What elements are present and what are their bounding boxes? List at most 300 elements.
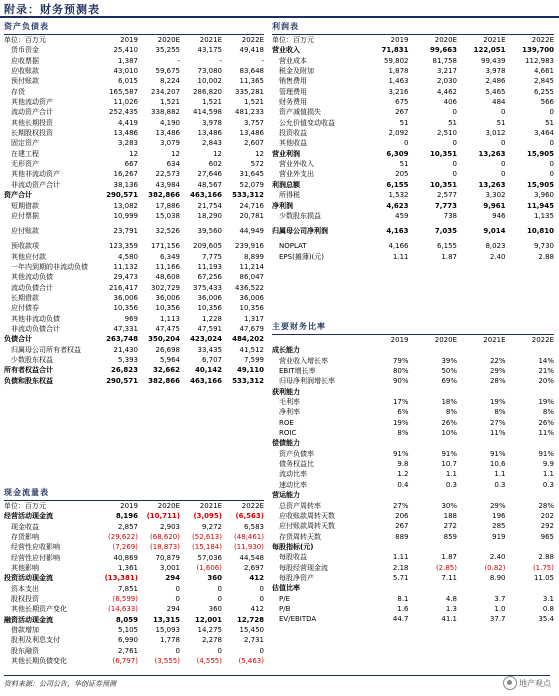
table-cell: 1.3: [445, 604, 457, 613]
table-cell: 0: [452, 160, 457, 169]
table-cell: 2.88: [538, 252, 554, 261]
row-label: 其他收益: [279, 139, 307, 148]
table-cell: 338,882: [151, 108, 180, 117]
row-label: 公允价值变动收益: [279, 118, 335, 127]
table-cell: 51: [545, 118, 554, 127]
table-cell: 36,006: [113, 293, 138, 302]
title-rule: [0, 16, 559, 18]
row-label: P/E: [279, 594, 291, 603]
table-cell: 0.3: [542, 480, 554, 489]
table-row: [4, 563, 264, 573]
table-row: [4, 87, 264, 97]
table-cell: 13,486: [239, 129, 264, 138]
table-cell: 8,023: [485, 242, 506, 251]
table-cell: [506, 583, 555, 593]
table-cell: 272: [443, 522, 457, 531]
table-cell: [506, 345, 555, 355]
table-row: [272, 407, 554, 417]
table-cell: 2022E: [531, 336, 554, 344]
table-cell: 2,486: [485, 77, 506, 86]
table-cell: 47,331: [113, 324, 138, 333]
table-cell: 16,267: [113, 170, 138, 179]
page-title: 附录：财务预测表: [4, 3, 100, 16]
table-cell: 32,662: [152, 366, 180, 375]
table-cell: 3,757: [243, 118, 264, 127]
table-cell: 1.6: [397, 604, 409, 613]
table-cell: 0: [501, 160, 506, 169]
table-row: [4, 635, 264, 645]
table-cell: 80%: [392, 367, 409, 376]
table-cell: 44.7: [392, 615, 409, 624]
table-cell: 9,730: [533, 242, 554, 251]
table-cell: 6,015: [117, 77, 138, 86]
table-row: [4, 138, 264, 148]
table-cell: 188: [443, 511, 457, 520]
year-header: 2020E: [157, 502, 180, 510]
year-header: 2019: [120, 36, 138, 44]
table-cell: 17%: [392, 398, 409, 407]
table-row: [4, 128, 264, 138]
table-cell: 206: [395, 511, 409, 520]
row-label: 财务费用: [279, 98, 307, 107]
table-cell: (7,269): [112, 543, 138, 552]
table-cell: (15,184): [192, 543, 222, 552]
table-cell: 481,233: [235, 108, 264, 117]
row-label: 预收款项: [11, 242, 39, 251]
table-cell: 33,435: [197, 345, 222, 354]
table-row: [4, 584, 264, 594]
financial-ratios-table: [272, 335, 554, 625]
table-cell: 2,607: [243, 139, 264, 148]
table-cell: [506, 542, 555, 552]
table-cell: 436,522: [235, 283, 264, 292]
table-cell: 4.8: [445, 594, 457, 603]
table-cell: 3,978: [485, 67, 506, 76]
table-cell: 6,583: [243, 522, 264, 531]
table-cell: 4,462: [436, 87, 457, 96]
table-cell: (29,622): [108, 533, 138, 542]
table-cell: 12,728: [236, 615, 264, 624]
table-row: [272, 604, 554, 614]
table-row: [272, 97, 554, 107]
row-label: EBIT增长率: [279, 367, 316, 376]
table-cell: -: [261, 56, 264, 65]
table-cell: 252,435: [109, 108, 138, 117]
table-row: [272, 511, 554, 521]
cash-flow-table: [4, 501, 264, 667]
table-cell: (4,555): [196, 657, 222, 666]
table-row: [272, 118, 554, 128]
table-cell: 8%: [397, 429, 409, 438]
table-cell: 7.11: [441, 573, 457, 582]
table-cell: 234,207: [151, 87, 180, 96]
table-cell: 4,163: [386, 227, 409, 236]
row-label: 净利润: [272, 201, 293, 210]
table-row: [4, 656, 264, 666]
year-header: 2022E: [531, 36, 554, 44]
table-row: [272, 241, 554, 251]
table-cell: 13,263: [478, 180, 506, 189]
table-row: [4, 573, 264, 583]
table-cell: 4,661: [533, 67, 554, 76]
table-cell: 6,155: [436, 242, 457, 251]
row-label: 营业外支出: [279, 170, 314, 179]
table-cell: 40,869: [113, 553, 138, 562]
row-label: 营业收入增长率: [279, 356, 328, 365]
table-cell: 13,486: [155, 129, 180, 138]
row-label: 经营活动现金流: [4, 512, 53, 521]
row-label: 营业收入: [272, 46, 300, 55]
year-header: 2022E: [241, 36, 264, 44]
table-cell: 202: [540, 511, 554, 520]
row-label: P/B: [279, 604, 291, 613]
row-label: ROE: [279, 418, 294, 427]
table-cell: 1.11: [392, 553, 409, 562]
table-cell: 0.3: [494, 480, 506, 489]
table-cell: 8%: [542, 408, 554, 417]
table-cell: 28%: [538, 501, 554, 510]
table-row: [4, 542, 264, 552]
table-cell: (1,606): [196, 564, 222, 573]
row-label: 长期借款: [11, 293, 39, 302]
table-cell: 11%: [538, 429, 554, 438]
table-cell: 382,866: [148, 376, 180, 385]
table-cell: 533,312: [232, 376, 264, 385]
table-cell: 15,905: [526, 149, 554, 158]
table-row: [4, 211, 264, 221]
table-cell: 566: [540, 98, 554, 107]
year-header: 2020E: [157, 36, 180, 44]
table-cell: 2020E: [434, 336, 457, 344]
row-label: 每股指标(元): [272, 542, 314, 551]
row-label: 在建工程: [11, 149, 39, 158]
row-label: 非流动负债合计: [11, 324, 60, 333]
table-cell: 10,999: [113, 211, 138, 220]
table-cell: 37.7: [489, 615, 506, 624]
table-cell: 1,135: [533, 211, 554, 220]
table-cell: 59,675: [155, 67, 180, 76]
table-cell: [360, 583, 409, 593]
table-cell: 2.18: [392, 563, 409, 572]
table-cell: 13,486: [197, 129, 222, 138]
table-row: [272, 418, 554, 428]
table-cell: [506, 387, 555, 397]
cash-flow-title: 现金流量表: [4, 486, 264, 501]
table-cell: 0: [259, 646, 264, 655]
table-cell: 3,012: [485, 129, 506, 138]
table-row: [272, 149, 554, 159]
table-row: [4, 45, 264, 55]
table-cell: [457, 583, 506, 593]
row-label: 每股经营现金流: [279, 563, 328, 572]
table-row: [4, 345, 264, 355]
table-cell: 91%: [489, 449, 506, 458]
row-label: 债务权益比: [279, 460, 314, 469]
table-row: [4, 252, 264, 262]
table-row: [272, 221, 554, 241]
row-label: 应收账款: [11, 67, 39, 76]
table-cell: 10,351: [429, 149, 457, 158]
table-cell: 267: [395, 522, 409, 531]
table-cell: 302,729: [151, 283, 180, 292]
row-label: ROIC: [279, 429, 297, 438]
table-cell: [409, 387, 458, 397]
table-cell: 0: [549, 170, 554, 179]
table-cell: 6,309: [386, 149, 409, 158]
row-label: 毛利率: [279, 398, 300, 407]
table-cell: [409, 490, 458, 500]
table-cell: 2,510: [436, 129, 457, 138]
table-cell: 29,473: [113, 273, 138, 282]
table-cell: 675: [395, 98, 409, 107]
table-cell: 22%: [489, 356, 506, 365]
table-cell: 3,960: [533, 191, 554, 200]
table-cell: 196: [492, 511, 506, 520]
financial-ratios-section: [272, 320, 554, 625]
table-cell: 406: [443, 98, 457, 107]
table-cell: (18,873): [150, 543, 180, 552]
wechat-icon: [503, 676, 517, 690]
table-cell: 0.4: [397, 480, 409, 489]
table-cell: 4,166: [388, 242, 409, 251]
row-label: 应付账款周转天数: [279, 522, 335, 531]
table-cell: 90%: [392, 377, 409, 386]
row-label: 股权投资: [11, 595, 39, 604]
financial-ratios-title: 主要财务比率: [272, 320, 554, 335]
table-cell: 423,024: [190, 335, 222, 344]
table-cell: 7,599: [243, 355, 264, 364]
table-cell: 2019: [390, 336, 409, 344]
table-cell: 91%: [538, 449, 554, 458]
table-row: [272, 252, 554, 262]
table-cell: 99,663: [429, 46, 457, 55]
table-row: [272, 376, 554, 386]
year-header: 2021E: [483, 36, 506, 44]
table-cell: 12: [255, 149, 264, 158]
table-cell: 2021E: [483, 336, 506, 344]
table-cell: 8%: [494, 408, 506, 417]
table-cell: 1.87: [441, 553, 457, 562]
table-row: [4, 221, 264, 241]
table-cell: 0: [452, 139, 457, 148]
table-cell: 634: [166, 160, 180, 169]
table-cell: 47,679: [239, 324, 264, 333]
income-statement-title: 利润表: [272, 20, 554, 35]
table-cell: 0: [452, 108, 457, 117]
table-cell: 71,831: [381, 46, 409, 55]
table-cell: 0: [175, 646, 180, 655]
row-label: 少数股东损益: [279, 211, 321, 220]
table-cell: 1,521: [159, 98, 180, 107]
table-cell: 3.1: [542, 594, 554, 603]
table-cell: 24,716: [239, 201, 264, 210]
table-cell: 51: [496, 118, 506, 127]
row-label: EPS(摊薄)(元): [279, 252, 325, 261]
table-cell: 44,949: [239, 227, 264, 236]
table-cell: 27%: [392, 501, 409, 510]
row-label: 负债合计: [4, 335, 32, 344]
row-label: 其他影响: [11, 564, 39, 573]
table-cell: 2.40: [489, 252, 506, 261]
row-label: 预付账款: [11, 77, 39, 86]
table-cell: 2,092: [388, 129, 409, 138]
table-cell: [409, 345, 458, 355]
table-cell: 86,047: [239, 273, 264, 282]
table-cell: 165,587: [109, 87, 138, 96]
table-cell: 602: [208, 160, 222, 169]
table-cell: 139,700: [522, 46, 554, 55]
table-cell: [457, 438, 506, 448]
table-cell: 10,002: [197, 77, 222, 86]
table-row: [4, 646, 264, 656]
table-cell: [409, 583, 458, 593]
table-cell: -: [177, 56, 180, 65]
table-cell: 360: [207, 574, 222, 583]
row-label: 非流动资产合计: [11, 180, 60, 189]
table-cell: 32,526: [155, 227, 180, 236]
table-cell: 459: [395, 211, 409, 220]
table-cell: 27,646: [197, 170, 222, 179]
table-cell: 2.88: [538, 553, 554, 562]
table-cell: [360, 542, 409, 552]
table-cell: 3,464: [533, 129, 554, 138]
table-cell: 859: [443, 532, 457, 541]
table-cell: 26%: [538, 418, 554, 427]
table-cell: 12: [213, 149, 222, 158]
table-cell: 91%: [441, 449, 457, 458]
table-row: [4, 314, 264, 324]
table-cell: 1.11: [392, 252, 409, 261]
table-row: [4, 180, 264, 190]
row-label: 所得税: [279, 191, 300, 200]
table-cell: 10,810: [526, 227, 554, 236]
table-cell: 0: [259, 595, 264, 604]
table-row: [4, 76, 264, 86]
row-label: 估值比率: [272, 584, 300, 593]
table-cell: 11%: [489, 429, 506, 438]
table-cell: (5,463): [238, 657, 264, 666]
table-row: [272, 563, 554, 573]
row-label: 每股收益: [279, 553, 307, 562]
table-row: [272, 583, 554, 593]
table-cell: 39,560: [197, 227, 222, 236]
table-cell: [506, 490, 555, 500]
table-row: [272, 397, 554, 407]
table-cell: 4,190: [159, 118, 180, 127]
table-cell: 10,356: [155, 304, 180, 313]
table-cell: 0: [175, 595, 180, 604]
table-row: [4, 532, 264, 542]
table-cell: 171,156: [151, 242, 180, 251]
table-row: [272, 45, 554, 55]
table-row: [4, 190, 264, 200]
table-row: [272, 366, 554, 376]
row-label: 其他应付款: [11, 252, 46, 261]
table-cell: (1.75): [532, 563, 554, 572]
row-label: 资产负债率: [279, 449, 314, 458]
table-cell: 350,204: [148, 335, 180, 344]
row-label: 其他长期资产变化: [11, 605, 67, 614]
row-label: 应付票据: [11, 211, 39, 220]
table-cell: 2,278: [201, 636, 222, 645]
row-label: 其他长期投资: [11, 118, 53, 127]
table-cell: 15,038: [155, 211, 180, 220]
table-row: [272, 76, 554, 86]
table-row: [272, 335, 554, 345]
table-cell: 11,945: [526, 201, 554, 210]
table-cell: 11.05: [533, 573, 554, 582]
table-cell: 18%: [441, 398, 457, 407]
table-cell: 99,439: [481, 56, 506, 65]
table-cell: 9,961: [483, 201, 506, 210]
row-label: 存货周转天数: [279, 532, 321, 541]
table-cell: (52,613): [192, 533, 222, 542]
table-cell: 0: [549, 139, 554, 148]
unit-label: 单位：百万元: [272, 36, 314, 44]
table-cell: 1,521: [201, 98, 222, 107]
table-cell: 0: [259, 584, 264, 593]
table-cell: 41,512: [239, 345, 264, 354]
year-header: 2020E: [434, 36, 457, 44]
table-cell: 239,916: [235, 242, 264, 251]
table-row: [272, 169, 554, 179]
table-row: [272, 521, 554, 531]
table-cell: 38,136: [113, 180, 138, 189]
table-cell: 0: [501, 170, 506, 179]
table-row: [272, 190, 554, 200]
table-cell: 20,781: [239, 211, 264, 220]
table-cell: (10,711): [146, 512, 180, 521]
table-cell: 26,823: [110, 366, 138, 375]
table-row: [4, 107, 264, 117]
table-row: [4, 625, 264, 635]
row-label: 应付债券: [11, 304, 39, 313]
table-cell: 11,132: [113, 262, 138, 271]
table-row: [4, 604, 264, 614]
table-cell: 382,866: [148, 191, 180, 200]
table-cell: 3,978: [201, 118, 222, 127]
row-label: 股利及利息支付: [11, 636, 60, 645]
row-label: 固定资产: [11, 139, 39, 148]
table-header-row: [4, 501, 264, 511]
table-row: [272, 552, 554, 562]
row-label: 偿债能力: [272, 439, 300, 448]
table-cell: 6%: [397, 408, 409, 417]
table-cell: 3,001: [159, 564, 180, 573]
table-cell: 1,113: [159, 314, 180, 323]
table-row: [4, 159, 264, 169]
table-row: [272, 459, 554, 469]
table-cell: 0.3: [445, 480, 457, 489]
row-label: 利润总额: [272, 180, 300, 189]
table-cell: 19%: [538, 398, 554, 407]
table-cell: 14%: [538, 356, 554, 365]
table-cell: [360, 345, 409, 355]
row-label: 短期借款: [11, 201, 39, 210]
table-row: [4, 355, 264, 365]
table-cell: 0: [501, 108, 506, 117]
table-cell: 59,802: [384, 56, 409, 65]
row-label: 借款增加: [11, 626, 39, 635]
table-cell: [457, 542, 506, 552]
table-cell: [457, 490, 506, 500]
row-label: 资产合计: [4, 191, 32, 200]
table-cell: -: [219, 56, 222, 65]
table-row: [272, 107, 554, 117]
table-cell: 43,984: [155, 180, 180, 189]
table-cell: 335,281: [235, 87, 264, 96]
table-cell: 360: [208, 605, 222, 614]
